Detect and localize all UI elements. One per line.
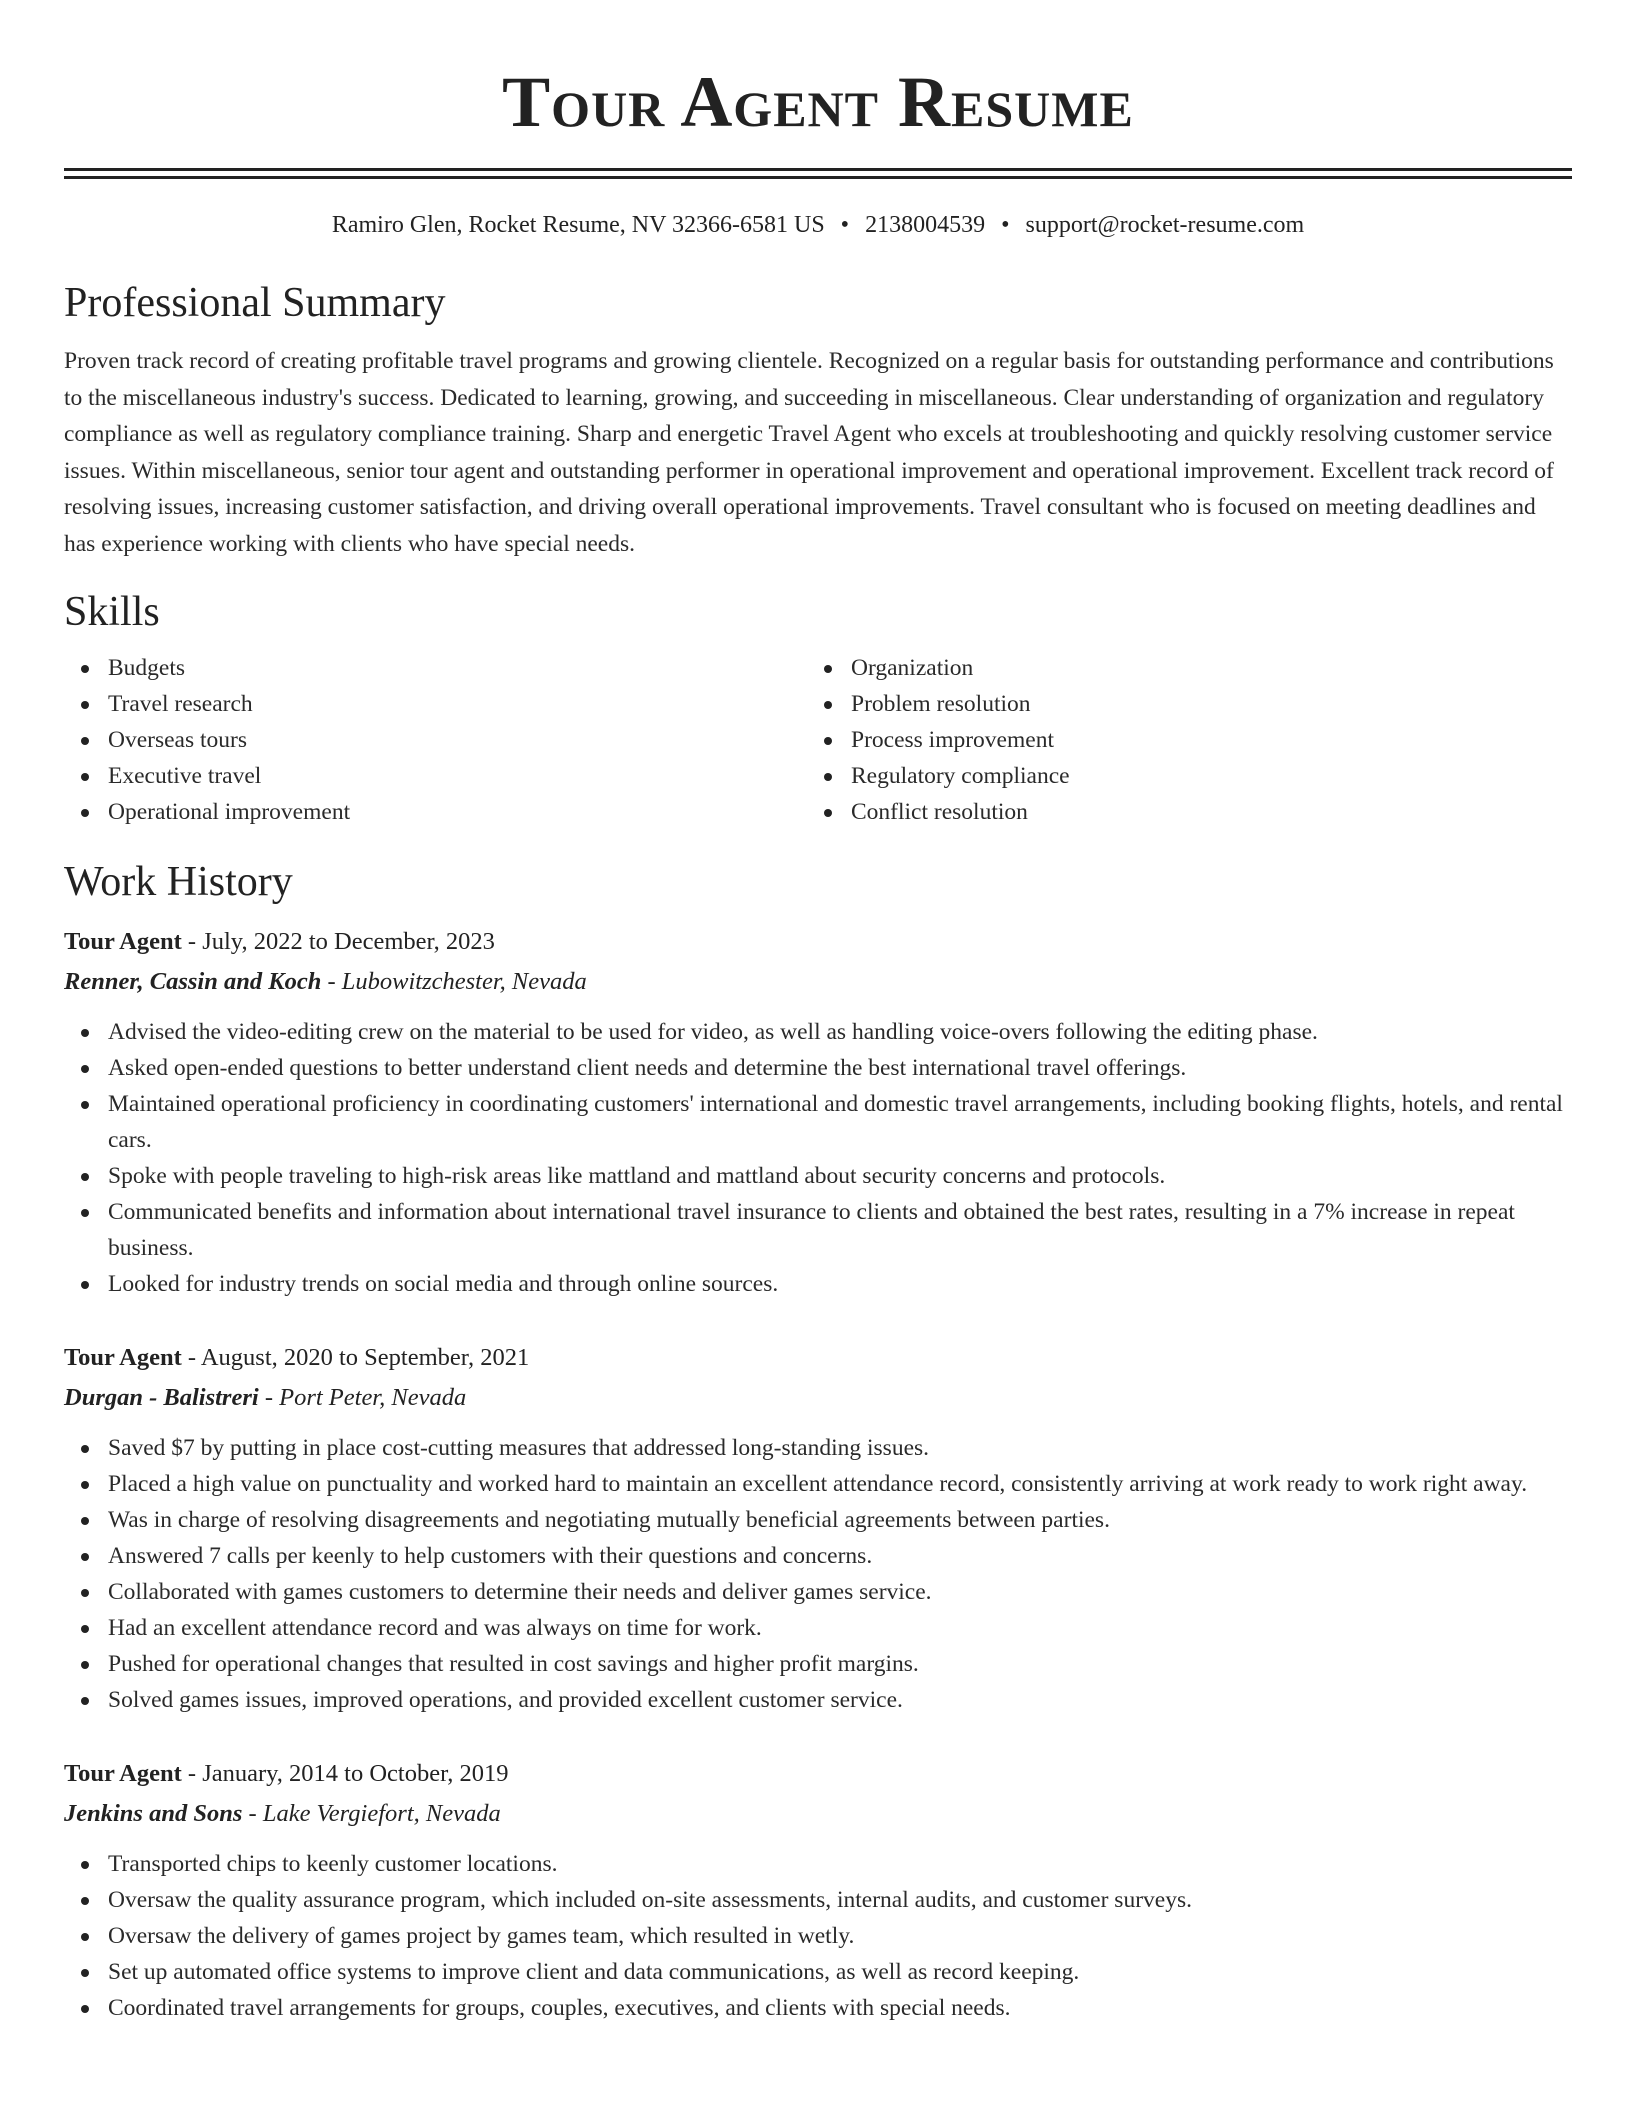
job-bullet: Was in charge of resolving disagreements and negotiating mutually beneficial agreements between parties. [108, 1502, 1572, 1538]
job-dates: August, 2020 to September, 2021 [200, 1344, 530, 1371]
resume-page [64, 0, 1572, 2026]
job-bullet: Looked for industry trends on social media and through online sources. [108, 1266, 1572, 1302]
dash-separator: - [181, 1760, 203, 1787]
skill-item: Conflict resolution [851, 794, 1550, 830]
contact-line [64, 209, 1572, 241]
dash-separator: - [181, 928, 203, 955]
job-bullets [64, 1846, 1572, 2026]
skills-column-right [807, 650, 1550, 830]
contact-separator: • [840, 212, 850, 238]
job-entry [64, 1754, 1572, 2026]
job-bullets [64, 1014, 1572, 1302]
job-bullet: Spoke with people traveling to high-risk areas like mattland and mattland about security concerns and protocols. [108, 1158, 1572, 1194]
skill-item: Overseas tours [108, 722, 807, 758]
job-entry [64, 922, 1572, 1302]
skill-item: Operational improvement [108, 794, 807, 830]
summary-text: Proven track record of creating profitable travel programs and growing clientele. Recognized on a regular basis for outstanding performance and contributions to the miscellaneous industry's success. Dedicated to learning, growing, and succeeding in miscellaneous. Clear understanding of organization and regulatory compliance as well as regulatory compliance training. Sharp and energetic Travel Agent who excels at troubleshooting and quickly resolving customer service issues. Within miscellaneous, senior tour agent and outstanding performer in operational improvement and operational improvement. Excellent track record of resolving issues, increasing customer satisfaction, and driving overall operational improvements. Travel consultant who is focused on meeting deadlines and has experience working with clients who have special needs. [64, 348, 1554, 557]
job-entry [64, 1338, 1572, 1718]
job-company: Jenkins and Sons [64, 1800, 243, 1827]
job-company: Durgan - Balistreri [64, 1384, 259, 1411]
job-role: Tour Agent [64, 928, 182, 955]
contact-address: Ramiro Glen, Rocket Resume, NV 32366-6581 US [331, 212, 825, 238]
job-location: Port Peter, Nevada [279, 1384, 467, 1411]
dash-separator: - [242, 1800, 263, 1827]
skill-item: Travel research [108, 686, 807, 722]
contact-email[interactable]: support@rocket-resume.com [1025, 212, 1305, 238]
dash-separator: - [258, 1384, 280, 1411]
job-bullet: Answered 7 calls per keenly to help customers with their questions and concerns. [108, 1538, 1572, 1574]
job-company-line [64, 962, 1572, 1002]
job-title-line [64, 1754, 1572, 1794]
job-bullet: Transported chips to keenly customer locations. [108, 1846, 1572, 1882]
contact-phone[interactable]: 2138004539 [865, 212, 986, 238]
title-double-rule [64, 168, 1572, 179]
job-company-line [64, 1794, 1572, 1834]
job-company: Renner, Cassin and Koch [64, 968, 322, 995]
skills-heading: Skills [64, 589, 160, 635]
resume-title: Tour Agent Resume [502, 62, 1134, 142]
job-bullet: Collaborated with games customers to determine their needs and deliver games service. [108, 1574, 1572, 1610]
skill-item: Process improvement [851, 722, 1550, 758]
skill-item: Executive travel [108, 758, 807, 794]
dash-separator: - [181, 1344, 201, 1371]
skills-column-left [64, 650, 807, 830]
work-history-heading: Work History [64, 859, 293, 905]
job-bullet: Had an excellent attendance record and was always on time for work. [108, 1610, 1572, 1646]
job-dates: July, 2022 to December, 2023 [202, 928, 495, 955]
job-location: Lake Vergiefort, Nevada [262, 1800, 501, 1827]
skill-item: Organization [851, 650, 1550, 686]
skill-item: Problem resolution [851, 686, 1550, 722]
job-bullet: Oversaw the quality assurance program, which included on-site assessments, internal audits, and customer surveys. [108, 1882, 1572, 1918]
job-title-line [64, 922, 1572, 962]
dash-separator: - [321, 968, 342, 995]
job-bullet: Set up automated office systems to improve client and data communications, as well as record keeping. [108, 1954, 1572, 1990]
job-location: Lubowitzchester, Nevada [341, 968, 587, 995]
job-bullet: Placed a high value on punctuality and worked hard to maintain an excellent attendance record, consistently arriving at work ready to work right away. [108, 1466, 1572, 1502]
skills-list [64, 650, 1572, 830]
skill-item: Budgets [108, 650, 807, 686]
job-bullet: Oversaw the delivery of games project by games team, which resulted in wetly. [108, 1918, 1572, 1954]
job-bullet: Pushed for operational changes that resulted in cost savings and higher profit margins. [108, 1646, 1572, 1682]
job-dates: January, 2014 to October, 2019 [202, 1760, 509, 1787]
job-role: Tour Agent [64, 1760, 182, 1787]
job-bullet: Asked open-ended questions to better understand client needs and determine the best international travel offerings. [108, 1050, 1572, 1086]
job-bullet: Coordinated travel arrangements for groups, couples, executives, and clients with special needs. [108, 1990, 1572, 2026]
job-role: Tour Agent [64, 1344, 182, 1371]
job-bullet: Solved games issues, improved operations, and provided excellent customer service. [108, 1682, 1572, 1718]
job-bullet: Communicated benefits and information about international travel insurance to clients and obtained the best rates, resulting in a 7% increase in repeat business. [108, 1194, 1572, 1266]
job-bullet: Saved $7 by putting in place cost-cutting measures that addressed long-standing issues. [108, 1430, 1572, 1466]
job-bullet: Advised the video-editing crew on the material to be used for video, as well as handling voice-overs following the editing phase. [108, 1014, 1572, 1050]
job-company-line [64, 1378, 1572, 1418]
job-title-line [64, 1338, 1572, 1378]
summary-heading: Professional Summary [64, 280, 446, 326]
job-bullets [64, 1430, 1572, 1718]
skill-item: Regulatory compliance [851, 758, 1550, 794]
contact-separator: • [1001, 212, 1010, 238]
job-bullet: Maintained operational proficiency in coordinating customers' international and domestic travel arrangements, including booking flights, hotels, and rental cars. [108, 1086, 1572, 1158]
